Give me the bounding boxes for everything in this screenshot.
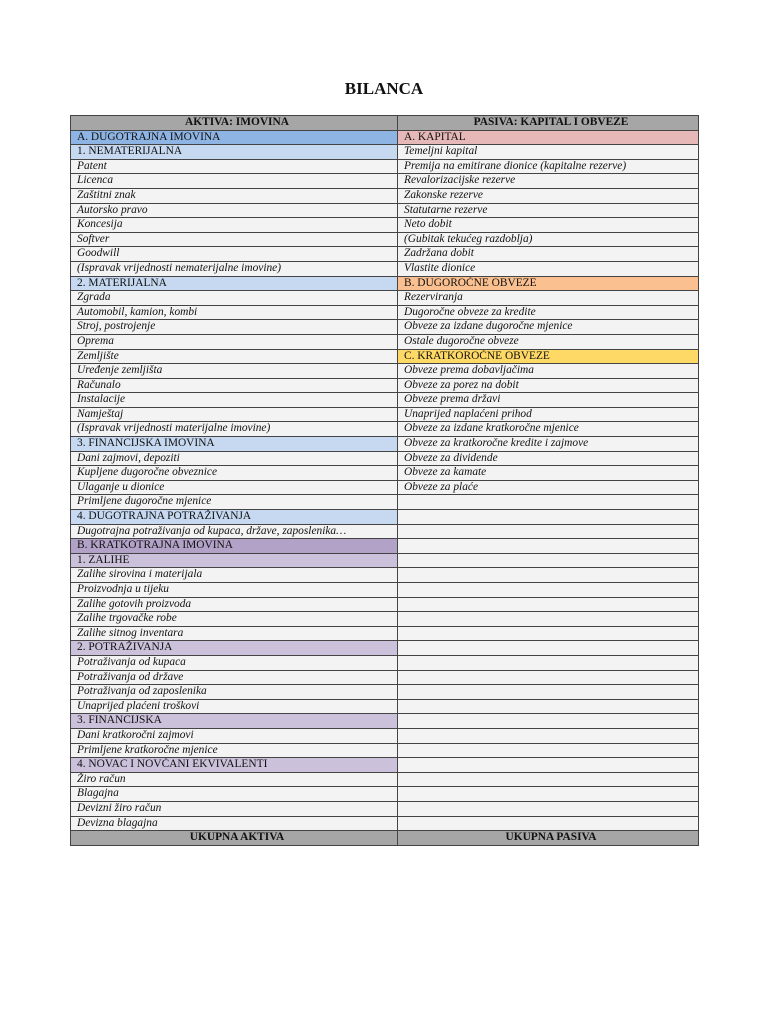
liabilities-cell	[398, 641, 699, 656]
liabilities-cell: (Gubitak tekućeg razdoblja)	[398, 232, 699, 247]
assets-cell: Instalacije	[71, 393, 398, 408]
assets-cell: Primljene dugoročne mjenice	[71, 495, 398, 510]
table-row	[71, 480, 699, 495]
total-liabilities-label: UKUPNA PASIVA	[398, 831, 699, 846]
assets-cell: Zgrada	[71, 291, 398, 306]
table-row	[71, 612, 699, 627]
liabilities-cell	[398, 787, 699, 802]
table-row	[71, 261, 699, 276]
table-row	[71, 334, 699, 349]
liabilities-cell: Obveze za kamate	[398, 466, 699, 481]
table-row	[71, 626, 699, 641]
assets-cell: A. DUGOTRAJNA IMOVINA	[71, 130, 398, 145]
table-row	[71, 291, 699, 306]
table-row	[71, 466, 699, 481]
assets-cell: Dani zajmovi, depoziti	[71, 451, 398, 466]
liabilities-cell: Dugoročne obveze za kredite	[398, 305, 699, 320]
liabilities-cell	[398, 714, 699, 729]
assets-cell: Zalihe sirovina i materijala	[71, 568, 398, 583]
assets-cell: Licenca	[71, 174, 398, 189]
table-row	[71, 247, 699, 262]
assets-cell: Zalihe sitnog inventara	[71, 626, 398, 641]
liabilities-cell: Obveze za porez na dobit	[398, 378, 699, 393]
liabilities-cell: Obveze za izdane dugoročne mjenice	[398, 320, 699, 335]
assets-cell: Računalo	[71, 378, 398, 393]
table-row	[71, 743, 699, 758]
table-row	[71, 378, 699, 393]
assets-cell: 2. POTRAŽIVANJA	[71, 641, 398, 656]
liabilities-cell: Revalorizacijske rezerve	[398, 174, 699, 189]
table-row	[71, 641, 699, 656]
assets-cell: (Ispravak vrijednosti materijalne imovine)	[71, 422, 398, 437]
assets-cell: Softver	[71, 232, 398, 247]
table-row	[71, 232, 699, 247]
assets-cell: Primljene kratkoročne mjenice	[71, 743, 398, 758]
table-row	[71, 510, 699, 525]
assets-cell: Potraživanja od države	[71, 670, 398, 685]
table-row	[71, 714, 699, 729]
liabilities-cell: Zakonske rezerve	[398, 188, 699, 203]
assets-cell: Goodwill	[71, 247, 398, 262]
table-row	[71, 159, 699, 174]
table-row	[71, 218, 699, 233]
liabilities-cell: Premija na emitirane dionice (kapitalne rezerve)	[398, 159, 699, 174]
liabilities-cell	[398, 495, 699, 510]
assets-cell: Ulaganje u dionice	[71, 480, 398, 495]
total-assets-label: UKUPNA AKTIVA	[71, 831, 398, 846]
table-row	[71, 174, 699, 189]
table-row	[71, 772, 699, 787]
liabilities-cell	[398, 510, 699, 525]
assets-cell: Stroj, postrojenje	[71, 320, 398, 335]
table-header-row	[71, 116, 699, 131]
table-footer-row	[71, 831, 699, 846]
table-row	[71, 728, 699, 743]
assets-cell: Blagajna	[71, 787, 398, 802]
liabilities-cell	[398, 685, 699, 700]
liabilities-cell: Temeljni kapital	[398, 145, 699, 160]
assets-cell: Dani kratkoročni zajmovi	[71, 728, 398, 743]
table-row	[71, 699, 699, 714]
table-row	[71, 568, 699, 583]
table-row	[71, 524, 699, 539]
liabilities-cell: Obveze prema dobavljačima	[398, 364, 699, 379]
liabilities-cell: Ostale dugoročne obveze	[398, 334, 699, 349]
liabilities-header: PASIVA: KAPITAL I OBVEZE	[398, 116, 699, 131]
liabilities-cell: Obveze za dividende	[398, 451, 699, 466]
assets-cell: Potraživanja od kupaca	[71, 655, 398, 670]
assets-cell: Potraživanja od zaposlenika	[71, 685, 398, 700]
assets-cell: 4. NOVAC I NOVČANI EKVIVALENTI	[71, 758, 398, 773]
liabilities-cell	[398, 670, 699, 685]
assets-cell: Devizna blagajna	[71, 816, 398, 831]
table-row	[71, 495, 699, 510]
table-row	[71, 437, 699, 452]
table-row	[71, 422, 699, 437]
table-row	[71, 276, 699, 291]
table-row	[71, 364, 699, 379]
table-row	[71, 349, 699, 364]
table-row	[71, 451, 699, 466]
table-row	[71, 670, 699, 685]
liabilities-cell	[398, 801, 699, 816]
table-row	[71, 407, 699, 422]
liabilities-cell: B. DUGOROČNE OBVEZE	[398, 276, 699, 291]
assets-cell: Kupljene dugoročne obveznice	[71, 466, 398, 481]
liabilities-cell	[398, 728, 699, 743]
table-body	[71, 130, 699, 831]
table-row	[71, 655, 699, 670]
liabilities-cell: Unaprijed naplaćeni prihod	[398, 407, 699, 422]
assets-cell: Dugotrajna potraživanja od kupaca, države, zaposlenika…	[71, 524, 398, 539]
liabilities-cell: Statutarne rezerve	[398, 203, 699, 218]
assets-cell: 3. FINANCIJSKA	[71, 714, 398, 729]
liabilities-cell: Obveze za kratkoročne kredite i zajmove	[398, 437, 699, 452]
assets-cell: 1. NEMATERIJALNA	[71, 145, 398, 160]
table-row	[71, 801, 699, 816]
assets-header: AKTIVA: IMOVINA	[71, 116, 398, 131]
assets-cell: Žiro račun	[71, 772, 398, 787]
liabilities-cell: Obveze za plaće	[398, 480, 699, 495]
table-row	[71, 685, 699, 700]
assets-cell: Unaprijed plaćeni troškovi	[71, 699, 398, 714]
table-row	[71, 188, 699, 203]
assets-cell: B. KRATKOTRAJNA IMOVINA	[71, 539, 398, 554]
liabilities-cell	[398, 553, 699, 568]
assets-cell: Uređenje zemljišta	[71, 364, 398, 379]
liabilities-cell	[398, 539, 699, 554]
assets-cell: 2. MATERIJALNA	[71, 276, 398, 291]
liabilities-cell: C. KRATKOROČNE OBVEZE	[398, 349, 699, 364]
liabilities-cell	[398, 758, 699, 773]
liabilities-cell	[398, 626, 699, 641]
table-row	[71, 758, 699, 773]
liabilities-cell	[398, 568, 699, 583]
assets-cell: 4. DUGOTRAJNA POTRAŽIVANJA	[71, 510, 398, 525]
liabilities-cell	[398, 816, 699, 831]
liabilities-cell: Rezerviranja	[398, 291, 699, 306]
table-row	[71, 305, 699, 320]
liabilities-cell	[398, 772, 699, 787]
assets-cell: Zemljište	[71, 349, 398, 364]
table-row	[71, 597, 699, 612]
assets-cell: Devizni žiro račun	[71, 801, 398, 816]
table-row	[71, 393, 699, 408]
liabilities-cell	[398, 699, 699, 714]
table-row	[71, 320, 699, 335]
assets-cell: Zaštitni znak	[71, 188, 398, 203]
assets-cell: Koncesija	[71, 218, 398, 233]
assets-cell: Namještaj	[71, 407, 398, 422]
assets-cell: Automobil, kamion, kombi	[71, 305, 398, 320]
assets-cell: Zalihe gotovih proizvoda	[71, 597, 398, 612]
liabilities-cell	[398, 655, 699, 670]
assets-cell: Zalihe trgovačke robe	[71, 612, 398, 627]
assets-cell: (Ispravak vrijednosti nematerijalne imovine)	[71, 261, 398, 276]
table-row	[71, 145, 699, 160]
table-row	[71, 539, 699, 554]
assets-cell: Patent	[71, 159, 398, 174]
liabilities-cell	[398, 583, 699, 598]
liabilities-cell	[398, 524, 699, 539]
liabilities-cell	[398, 597, 699, 612]
assets-cell: Proizvodnja u tijeku	[71, 583, 398, 598]
liabilities-cell: Zadržana dobit	[398, 247, 699, 262]
table-row	[71, 583, 699, 598]
table-row	[71, 203, 699, 218]
liabilities-cell: A. KAPITAL	[398, 130, 699, 145]
page-title: BILANCA	[344, 79, 424, 98]
assets-cell: 1. ZALIHE	[71, 553, 398, 568]
table-row	[71, 787, 699, 802]
table-row	[71, 816, 699, 831]
liabilities-cell: Obveze prema državi	[398, 393, 699, 408]
liabilities-cell: Neto dobit	[398, 218, 699, 233]
table-row	[71, 130, 699, 145]
assets-cell: Oprema	[71, 334, 398, 349]
liabilities-cell: Vlastite dionice	[398, 261, 699, 276]
balance-sheet-table	[70, 115, 699, 846]
liabilities-cell: Obveze za izdane kratkoročne mjenice	[398, 422, 699, 437]
liabilities-cell	[398, 612, 699, 627]
assets-cell: 3. FINANCIJSKA IMOVINA	[71, 437, 398, 452]
assets-cell: Autorsko pravo	[71, 203, 398, 218]
table-row	[71, 553, 699, 568]
liabilities-cell	[398, 743, 699, 758]
